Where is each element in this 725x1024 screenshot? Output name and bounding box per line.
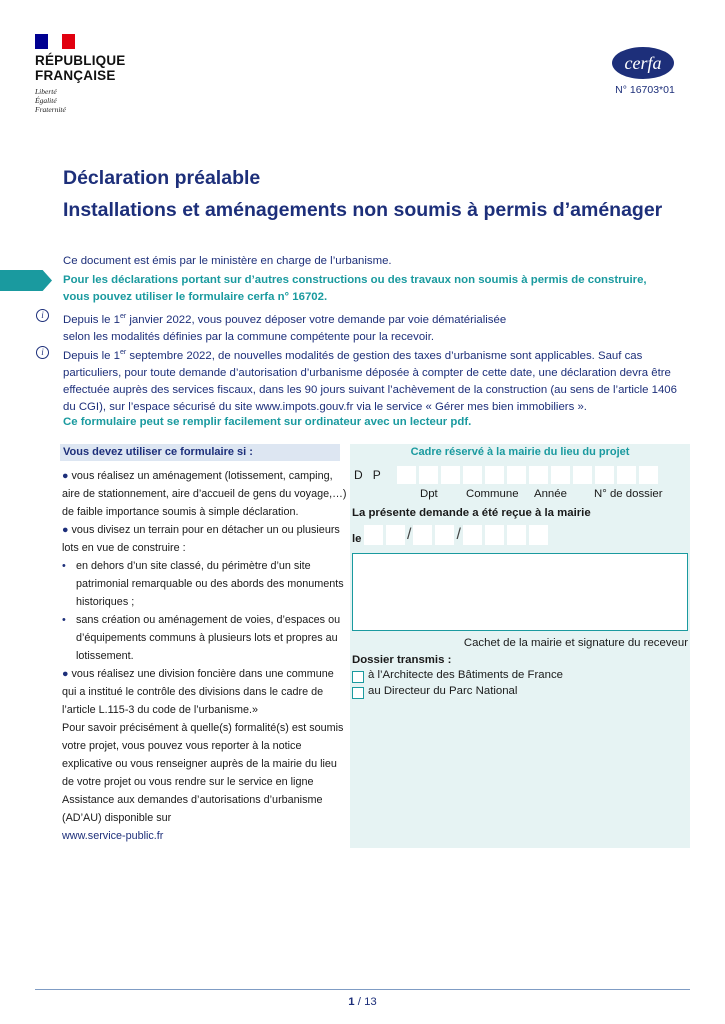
dossier-digit-field[interactable] xyxy=(551,466,570,484)
condition-item: ● vous réalisez un aménagement (lotissement, camping, aire de stationnement, aire d’accueil de gens du voyage,…) de faible importance soumis à simple déclaration. xyxy=(62,470,347,518)
abf-checkbox[interactable] xyxy=(352,671,364,683)
date-label: le xyxy=(352,533,362,545)
mairie-reserved-heading: Cadre réservé à la mairie du lieu du projet xyxy=(410,446,630,458)
cerfa-number: N° 16703*01 xyxy=(615,84,675,96)
date-fields: / / xyxy=(364,525,548,545)
abf-checkbox-label: à l’Architecte des Bâtiments de France xyxy=(368,669,563,681)
tax-notice: Depuis le 1er septembre 2022, de nouvelles modalités de gestion des taxes d’urbanisme sont applicables. Sauf cas particuliers, pour toute demande d’autorisation d’urbanisme déposée à compter de cette date, une déclaration devra être effectuée auprès des services fiscaux, dans les 90 jours suivant l’achèvement de la construction (au sens de l’article 1406 du CGI), sur l’espace sécurisé du site www.impots.gouv.fr via le service « Gérer mes bien immobiliers ». xyxy=(63,349,677,413)
date-digit-field[interactable] xyxy=(485,525,504,545)
date-digit-field[interactable] xyxy=(435,525,454,545)
condition-item: ● vous divisez un terrain pour en détacher un ou plusieurs lots en vue de construire : xyxy=(62,524,340,554)
dossier-digit-field[interactable] xyxy=(573,466,592,484)
received-label: La présente demande a été reçue à la mairie xyxy=(352,507,591,519)
date-digit-field[interactable] xyxy=(507,525,526,545)
date-digit-field[interactable] xyxy=(529,525,548,545)
condition-subitem: • sans création ou aménagement de voies, d’espaces ou d’équipements communs à plusieurs lots et propres au lotissement. xyxy=(62,611,348,665)
cerfa-logo: cerfa xyxy=(612,47,674,79)
usage-conditions xyxy=(62,467,348,845)
condition-item: ● vous réalisez une division foncière dans une commune qui a institué le contrôle des divisions dans le cadre de l’article L.115-3 du code de l’urbanisme.» xyxy=(62,668,334,716)
dossier-digit-field[interactable] xyxy=(463,466,482,484)
issuer-text: Ce document est émis par le ministère en charge de l’urbanisme. xyxy=(63,255,392,267)
info-icon: i xyxy=(36,309,49,322)
parc-national-checkbox[interactable] xyxy=(352,687,364,699)
other-form-notice: Pour les déclarations portant sur d’autres constructions ou des travaux non soumis à permis de construire, vous pouvez utiliser le formulaire cerfa n° 16702. xyxy=(63,274,647,303)
stamp-signature-box[interactable] xyxy=(352,553,688,631)
dossier-digit-field[interactable] xyxy=(441,466,460,484)
date-digit-field[interactable] xyxy=(413,525,432,545)
pdf-note: Ce formulaire peut se remplir facilement sur ordinateur avec un lecteur pdf. xyxy=(63,416,472,428)
date-digit-field[interactable] xyxy=(386,525,405,545)
dossier-digit-field[interactable] xyxy=(419,466,438,484)
closing-text: Pour savoir précisément à quelle(s) formalité(s) est soumis votre projet, vous pouvez vous reporter à la notice explicative ou vous renseigner auprès de la mairie du lieu de votre projet ou vous rendre sur le service en ligne Assistance aux demandes d’autorisations d’urbanisme (AD’AU) disponible sur www.service-public.fr xyxy=(62,722,344,842)
dossier-digit-field[interactable] xyxy=(485,466,504,484)
usage-heading: Vous devez utiliser ce formulaire si : xyxy=(60,444,340,461)
republic-name: RÉPUBLIQUE FRANÇAISE xyxy=(35,53,126,83)
dossier-digit-field[interactable] xyxy=(507,466,526,484)
date-digit-field[interactable] xyxy=(364,525,383,545)
service-public-link[interactable]: www.service-public.fr xyxy=(62,830,164,842)
dossier-digit-field[interactable] xyxy=(397,466,416,484)
highlight-arrow-marker xyxy=(0,270,52,291)
dossier-digit-field[interactable] xyxy=(617,466,636,484)
republic-motto: Liberté Égalité Fraternité xyxy=(35,87,66,114)
parc-national-checkbox-label: au Directeur du Parc National xyxy=(368,685,518,697)
dossier-number-fields xyxy=(397,466,658,484)
dossier-transmis-label: Dossier transmis : xyxy=(352,654,452,666)
dossier-digit-field[interactable] xyxy=(529,466,548,484)
stamp-caption: Cachet de la mairie et signature du receveur xyxy=(463,637,688,649)
page-subtitle: Installations et aménagements non soumis à permis d’aménager xyxy=(63,199,663,221)
date-digit-field[interactable] xyxy=(463,525,482,545)
info-icon: i xyxy=(36,346,49,359)
dossier-digit-field[interactable] xyxy=(639,466,658,484)
dossier-digit-field[interactable] xyxy=(595,466,614,484)
condition-subitem: • en dehors d’un site classé, du périmètre d’un site patrimonial remarquable ou des abords des monuments historiques ; xyxy=(62,557,348,611)
republic-flag-logo xyxy=(35,34,75,49)
dematerialised-notice: Depuis le 1er janvier 2022, vous pouvez déposer votre demande par voie dématérialisée selon les modalités définies par la commune compétente pour la recevoir. xyxy=(63,313,507,343)
footer-divider xyxy=(35,989,690,990)
dp-prefix: D P xyxy=(354,468,381,482)
page-title: Déclaration préalable xyxy=(63,167,261,189)
page-number: 1 / 13 xyxy=(348,996,377,1008)
